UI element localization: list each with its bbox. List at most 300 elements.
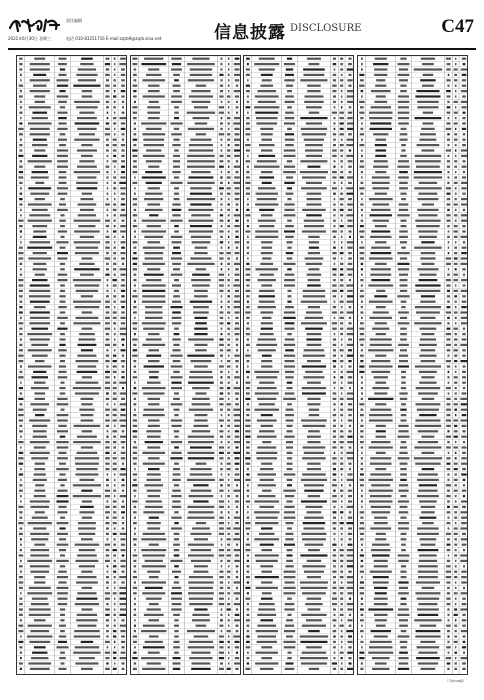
cell-text-mark <box>462 452 466 454</box>
cell-text-mark <box>246 193 250 195</box>
cell-text-mark <box>397 214 409 216</box>
cell-text-mark <box>453 230 457 232</box>
cell-text-mark <box>106 333 110 335</box>
cell-text-mark <box>369 414 392 416</box>
cell-text-mark <box>114 608 116 610</box>
cell-text-mark <box>376 306 386 308</box>
cell-text-mark <box>421 436 434 438</box>
cell-text-mark <box>170 457 182 459</box>
cell-text-mark <box>447 290 450 292</box>
cell-text-mark <box>374 565 388 567</box>
cell-text-mark <box>260 544 274 546</box>
cell-text-mark <box>195 625 206 627</box>
cell-text-mark <box>347 581 353 583</box>
cell-text-mark <box>236 382 238 384</box>
cell-text-mark <box>106 479 109 481</box>
cell-text-mark <box>219 641 224 643</box>
cell-text-mark <box>114 538 116 540</box>
cell-text-mark <box>359 527 364 529</box>
cell-text-mark <box>60 133 66 135</box>
cell-text-mark <box>134 333 136 335</box>
cell-text-mark <box>122 387 124 389</box>
cell-text-mark <box>60 284 65 286</box>
cell-text-mark <box>105 511 110 513</box>
cell-text-mark <box>174 436 178 438</box>
cell-text-mark <box>246 214 251 216</box>
cell-text-mark <box>18 522 23 524</box>
cell-text-mark <box>132 268 136 270</box>
cell-text-mark <box>453 274 457 276</box>
cell-text-mark <box>122 430 125 432</box>
cell-text-mark <box>227 311 230 313</box>
cell-text-mark <box>373 576 389 578</box>
cell-text-mark <box>341 657 343 659</box>
cell-text-mark <box>360 236 364 238</box>
cell-text-mark <box>347 193 354 195</box>
cell-text-mark <box>170 236 182 238</box>
cell-text-mark <box>370 571 392 573</box>
cell-text-mark <box>193 538 207 540</box>
cell-text-mark <box>400 533 406 535</box>
cell-text-mark <box>141 230 166 232</box>
cell-text-mark <box>341 63 344 65</box>
cell-text-mark <box>28 522 52 524</box>
cell-text-mark <box>369 317 392 319</box>
cell-text-mark <box>361 500 363 502</box>
cell-text-mark <box>447 635 449 637</box>
cell-text-mark <box>333 517 336 519</box>
cell-text-mark <box>60 268 65 270</box>
cell-text-mark <box>133 652 136 654</box>
cell-text-mark <box>419 517 436 519</box>
cell-text-mark <box>174 392 179 394</box>
cell-text-mark <box>347 128 353 130</box>
cell-text-mark <box>361 549 363 551</box>
cell-text-mark <box>18 322 23 324</box>
cell-text-mark <box>285 74 294 76</box>
cell-text-mark <box>191 101 210 103</box>
cell-text-mark <box>59 90 65 92</box>
cell-text-mark <box>220 101 222 103</box>
cell-text-mark <box>341 382 343 384</box>
cell-text-mark <box>134 236 136 238</box>
cell-text-mark <box>30 301 50 303</box>
cell-text-mark <box>332 598 337 600</box>
cell-text-mark <box>79 565 95 567</box>
cell-text-mark <box>361 544 363 546</box>
cell-text-mark <box>447 198 451 200</box>
cell-text-mark <box>18 279 23 281</box>
cell-text-mark <box>113 511 116 513</box>
cell-text-mark <box>133 414 136 416</box>
cell-text-mark <box>194 328 207 330</box>
cell-text-mark <box>461 203 467 205</box>
cell-text-mark <box>114 560 116 562</box>
cell-text-mark <box>462 533 466 535</box>
cell-text-mark <box>171 257 182 259</box>
cell-text-mark <box>132 452 136 454</box>
cell-text-mark <box>120 58 126 60</box>
cell-text-mark <box>258 484 276 486</box>
cell-text-mark <box>132 668 136 670</box>
cell-text-mark <box>334 301 336 303</box>
cell-text-mark <box>147 203 160 205</box>
cell-text-mark <box>306 646 322 648</box>
cell-text-mark <box>105 419 110 421</box>
cell-text-mark <box>333 587 337 589</box>
cell-text-mark <box>461 252 467 254</box>
cell-text-mark <box>34 392 45 394</box>
cell-text-mark <box>285 581 295 583</box>
cell-text-mark <box>19 182 22 184</box>
cell-text-mark <box>20 193 23 195</box>
cell-text-mark <box>58 571 66 573</box>
cell-text-mark <box>57 495 69 497</box>
cell-text-mark <box>227 441 229 443</box>
cell-text-mark <box>73 652 100 654</box>
cell-text-mark <box>227 74 229 76</box>
cell-text-mark <box>174 225 179 227</box>
cell-text-mark <box>113 95 116 97</box>
cell-text-mark <box>19 576 23 578</box>
cell-text-mark <box>122 344 124 346</box>
cell-text-mark <box>32 171 48 173</box>
cell-text-mark <box>455 587 457 589</box>
cell-text-mark <box>360 182 363 184</box>
cell-text-mark <box>247 662 249 664</box>
cell-text-mark <box>258 473 277 475</box>
cell-text-mark <box>285 79 295 81</box>
cell-text-mark <box>309 268 320 270</box>
cell-text-mark <box>258 635 276 637</box>
cell-text-mark <box>142 625 164 627</box>
cell-text-mark <box>334 652 336 654</box>
cell-text-mark <box>113 117 116 119</box>
cell-text-mark <box>368 479 392 481</box>
cell-text-mark <box>227 365 230 367</box>
cell-text-mark <box>261 619 274 621</box>
cell-text-mark <box>361 576 363 578</box>
cell-text-mark <box>19 517 22 519</box>
cell-text-mark <box>226 668 230 670</box>
cell-text-mark <box>259 403 275 405</box>
cell-text-mark <box>143 614 163 616</box>
cell-text-mark <box>132 112 136 114</box>
cell-text-mark <box>113 657 116 659</box>
cell-text-mark <box>19 484 22 486</box>
cell-text-mark <box>61 662 65 664</box>
cell-text-mark <box>187 646 214 648</box>
cell-text-mark <box>226 554 230 556</box>
cell-text-mark <box>226 187 230 189</box>
cell-text-mark <box>400 538 406 540</box>
cell-text-mark <box>220 198 222 200</box>
cell-text-mark <box>147 571 160 573</box>
cell-text-mark <box>220 268 222 270</box>
cell-text-mark <box>340 85 343 87</box>
cell-text-mark <box>247 565 250 567</box>
cell-text-mark <box>174 230 179 232</box>
cell-text-mark <box>147 268 160 270</box>
cell-text-mark <box>340 317 344 319</box>
cell-text-mark <box>371 549 390 551</box>
cell-text-mark <box>419 274 436 276</box>
cell-text-mark <box>144 209 162 211</box>
cell-text-mark <box>146 473 160 475</box>
cell-text-mark <box>106 576 109 578</box>
cell-text-mark <box>255 538 280 540</box>
cell-text-mark <box>226 571 230 573</box>
cell-text-mark <box>360 117 363 119</box>
cell-text-mark <box>172 144 180 146</box>
cell-text-mark <box>20 90 22 92</box>
cell-text-mark <box>455 414 457 416</box>
cell-text-mark <box>348 619 353 621</box>
cell-text-mark <box>188 230 212 232</box>
cell-text-mark <box>287 500 293 502</box>
cell-text-mark <box>80 506 94 508</box>
cell-text-mark <box>188 220 213 222</box>
cell-text-mark <box>82 95 93 97</box>
cell-text-mark <box>254 106 279 108</box>
cell-text-mark <box>446 522 450 524</box>
cell-text-mark <box>133 230 135 232</box>
cell-text-mark <box>234 376 240 378</box>
cell-text-mark <box>233 592 240 594</box>
cell-text-mark <box>173 554 179 556</box>
cell-text-mark <box>234 328 239 330</box>
cell-text-mark <box>341 101 343 103</box>
cell-text-mark <box>259 603 275 605</box>
cell-text-mark <box>148 360 159 362</box>
cell-text-mark <box>220 463 222 465</box>
cell-text-mark <box>305 257 324 259</box>
cell-text-mark <box>120 630 125 632</box>
cell-text-mark <box>308 630 319 632</box>
cell-text-mark <box>20 241 22 243</box>
cell-text-mark <box>374 517 387 519</box>
cell-text-mark <box>57 533 68 535</box>
cell-text-mark <box>333 414 336 416</box>
cell-text-mark <box>234 252 239 254</box>
cell-text-mark <box>172 311 181 313</box>
cell-text-mark <box>235 652 237 654</box>
cell-text-mark <box>77 614 97 616</box>
cell-text-mark <box>60 333 65 335</box>
cell-text-mark <box>189 371 211 373</box>
cell-text-mark <box>112 430 116 432</box>
cell-text-mark <box>219 338 223 340</box>
cell-text-mark <box>19 247 23 249</box>
cell-text-mark <box>190 360 211 362</box>
cell-text-mark <box>300 657 328 659</box>
cell-text-mark <box>174 290 179 292</box>
cell-text-mark <box>359 338 364 340</box>
cell-text-mark <box>120 333 126 335</box>
cell-text-mark <box>447 641 449 643</box>
cell-text-mark <box>142 133 165 135</box>
cell-text-mark <box>35 198 45 200</box>
cell-text-mark <box>194 365 208 367</box>
cell-text-mark <box>122 263 124 265</box>
cell-text-mark <box>284 490 296 492</box>
cell-text-mark <box>447 490 450 492</box>
cell-text-mark <box>418 603 437 605</box>
cell-text-mark <box>112 549 116 551</box>
cell-text-mark <box>446 279 451 281</box>
cell-text-mark <box>461 198 467 200</box>
cell-text-mark <box>106 365 108 367</box>
cell-text-mark <box>60 608 66 610</box>
cell-text-mark <box>414 171 442 173</box>
cell-text-mark <box>349 58 352 60</box>
cell-text-mark <box>415 220 440 222</box>
cell-text-mark <box>332 112 337 114</box>
cell-text-mark <box>341 414 344 416</box>
cell-text-mark <box>454 554 457 556</box>
cell-text-mark <box>113 252 116 254</box>
cell-text-mark <box>446 544 450 546</box>
cell-text-mark <box>173 155 180 157</box>
cell-text-mark <box>398 268 409 270</box>
cell-text-mark <box>255 554 279 556</box>
cell-text-mark <box>332 322 337 324</box>
cell-text-mark <box>304 527 325 529</box>
cell-text-mark <box>453 614 457 616</box>
cell-text-mark <box>105 203 110 205</box>
cell-text-mark <box>227 230 229 232</box>
cell-text-mark <box>132 322 137 324</box>
cell-text-mark <box>20 500 22 502</box>
cell-text-mark <box>460 257 467 259</box>
cell-text-mark <box>60 247 66 249</box>
cell-text-mark <box>120 473 127 475</box>
cell-text-mark <box>120 117 127 119</box>
cell-text-mark <box>415 284 440 286</box>
cell-text-mark <box>447 144 449 146</box>
cell-text-mark <box>59 344 65 346</box>
cell-text-mark <box>19 403 22 405</box>
cell-text-mark <box>400 398 407 400</box>
cell-text-mark <box>74 630 100 632</box>
cell-text-mark <box>286 446 293 448</box>
cell-text-mark <box>18 457 23 459</box>
cell-text-mark <box>146 225 160 227</box>
cell-text-mark <box>348 166 352 168</box>
cell-text-mark <box>304 490 323 492</box>
cell-text-mark <box>462 139 465 141</box>
cell-text-mark <box>419 538 436 540</box>
cell-text-mark <box>105 560 110 562</box>
cell-text-mark <box>246 441 250 443</box>
cell-text-mark <box>287 106 292 108</box>
cell-text-mark <box>460 398 467 400</box>
cell-text-mark <box>20 446 22 448</box>
cell-text-mark <box>247 571 250 573</box>
cell-text-mark <box>360 581 364 583</box>
cell-text-mark <box>372 176 390 178</box>
cell-text-mark <box>19 425 22 427</box>
cell-text-mark <box>234 117 240 119</box>
cell-text-mark <box>19 608 23 610</box>
cell-text-mark <box>421 333 434 335</box>
cell-text-mark <box>421 587 434 589</box>
cell-text-mark <box>419 414 436 416</box>
cell-text-mark <box>227 268 229 270</box>
cell-text-mark <box>247 203 249 205</box>
cell-text-mark <box>18 398 23 400</box>
cell-text-mark <box>122 101 124 103</box>
cell-text-mark <box>120 274 125 276</box>
cell-text-mark <box>219 95 223 97</box>
cell-text-mark <box>360 203 363 205</box>
cell-text-mark <box>141 630 166 632</box>
cell-text-mark <box>261 311 274 313</box>
cell-text-mark <box>400 598 406 600</box>
cell-text-mark <box>284 592 296 594</box>
cell-text-mark <box>122 355 124 357</box>
cell-text-mark <box>171 603 181 605</box>
cell-text-mark <box>285 306 294 308</box>
cell-text-mark <box>141 176 165 178</box>
cell-text-mark <box>256 652 278 654</box>
cell-text-mark <box>113 468 117 470</box>
cell-text-mark <box>341 182 343 184</box>
cell-text-mark <box>446 58 451 60</box>
cell-text-mark <box>419 560 437 562</box>
cell-text-mark <box>227 290 229 292</box>
cell-text-mark <box>261 581 272 583</box>
cell-text-mark <box>114 90 116 92</box>
cell-text-mark <box>285 209 295 211</box>
cell-text-mark <box>121 166 125 168</box>
cell-text-mark <box>341 241 343 243</box>
cell-text-mark <box>332 230 337 232</box>
cell-text-mark <box>132 328 136 330</box>
cell-text-mark <box>418 490 437 492</box>
cell-text-mark <box>32 209 48 211</box>
cell-text-mark <box>261 149 272 151</box>
cell-text-mark <box>77 187 98 189</box>
cell-text-mark <box>285 133 294 135</box>
cell-text-mark <box>134 101 136 103</box>
cell-text-mark <box>235 625 238 627</box>
cell-text-mark <box>78 365 97 367</box>
cell-text-mark <box>235 506 237 508</box>
cell-text-mark <box>57 403 69 405</box>
cell-text-mark <box>114 198 116 200</box>
cell-text-mark <box>446 214 450 216</box>
cell-text-mark <box>286 409 294 411</box>
cell-text-mark <box>416 144 439 146</box>
cell-text-mark <box>18 414 23 416</box>
cell-text-mark <box>375 263 387 265</box>
cell-text-mark <box>121 652 126 654</box>
cell-text-mark <box>30 668 50 670</box>
cell-text-mark <box>246 263 249 265</box>
cell-text-mark <box>340 587 344 589</box>
cell-text-mark <box>360 425 363 427</box>
cell-text-mark <box>19 290 23 292</box>
cell-text-mark <box>56 500 68 502</box>
cell-text-mark <box>106 625 109 627</box>
cell-text-mark <box>301 160 328 162</box>
cell-text-mark <box>106 79 109 81</box>
cell-text-mark <box>447 209 449 211</box>
cell-text-mark <box>447 117 449 119</box>
cell-text-mark <box>349 74 352 76</box>
cell-text-mark <box>145 182 161 184</box>
